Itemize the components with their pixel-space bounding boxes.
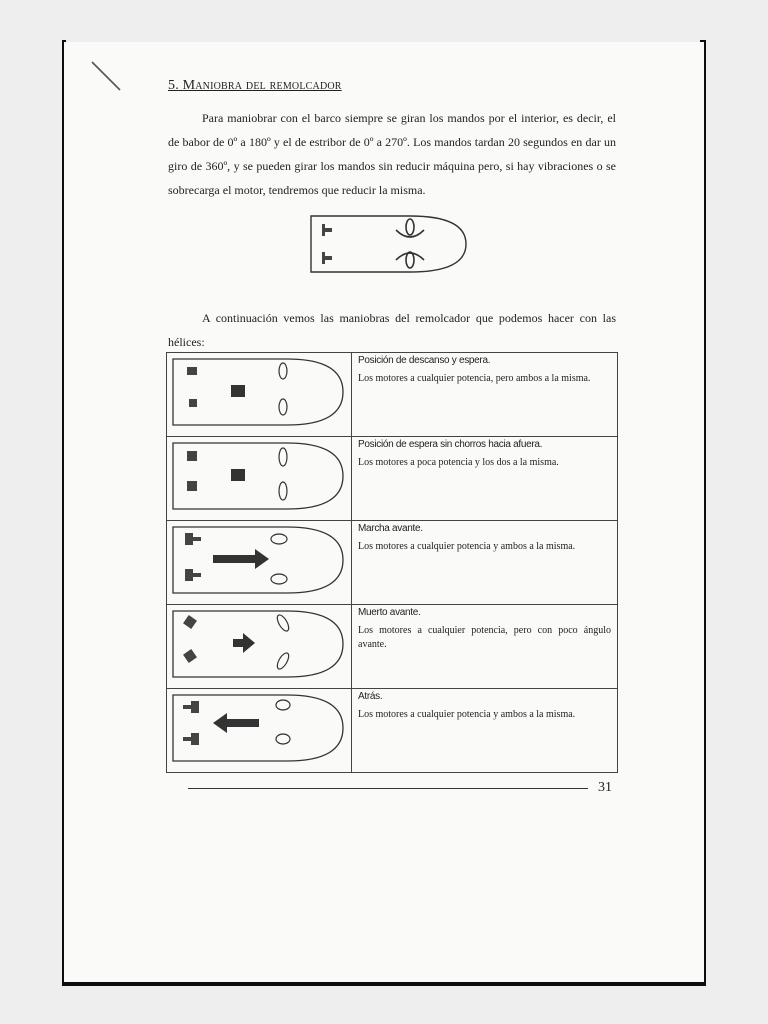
maneuver-text-cell	[352, 353, 618, 437]
maneuver-diagram-cell	[167, 521, 352, 605]
table-row	[167, 689, 618, 773]
maneuvers-table	[166, 352, 618, 773]
table-row	[167, 605, 618, 689]
maneuver-text-cell	[352, 437, 618, 521]
maneuver-title: Muerto avante.	[358, 607, 421, 618]
arrow-left-icon	[213, 713, 259, 733]
maneuver-title: Marcha avante.	[358, 523, 423, 534]
ahead-diagram	[167, 521, 351, 599]
document-page	[64, 42, 704, 982]
maneuver-text-cell	[352, 605, 618, 689]
port-propeller-icon	[322, 224, 332, 236]
waiting-position-diagram	[167, 437, 351, 515]
table-row	[167, 521, 618, 605]
intro-paragraph: Para maniobrar con el barco siempre se giran los mandos por el interior, es decir, el de babor de 0º a 180º y el de estribor de 0º a 270º. Los mandos tardan 20 segundos en dar un giro de 360º, y se pueden girar los mandos sin reducir máquina pero, si hay vibraciones o se sobrecarga el motor, tendremos que reducir la misma.	[168, 111, 616, 197]
maneuver-text-cell	[352, 521, 618, 605]
maneuver-diagram-cell	[167, 353, 352, 437]
table-row	[167, 353, 618, 437]
pen-mark	[90, 60, 124, 94]
rest-position-diagram	[167, 353, 351, 431]
section-heading	[168, 78, 342, 94]
section-number: 5.	[168, 78, 179, 93]
maneuver-diagram-cell	[167, 689, 352, 773]
tug-rotation-diagram	[310, 212, 470, 276]
maneuver-description: Los motores a cualquier potencia, pero con poco ángulo avante.	[358, 625, 611, 650]
footer-rule	[188, 788, 588, 789]
page-number: 31	[598, 780, 612, 795]
maneuver-description: Los motores a cualquier potencia y ambos a la misma.	[358, 709, 576, 720]
maneuver-title: Posición de espera sin chorros hacia afuera.	[358, 439, 543, 450]
table-row	[167, 437, 618, 521]
maneuver-description: Los motores a poca potencia y los dos a la misma.	[358, 457, 559, 468]
maneuvers-intro-paragraph: A continuación vemos las maniobras del remolcador que podemos hacer con las hélices:	[168, 311, 616, 349]
scan-edge-bottom	[62, 982, 706, 986]
astern-diagram	[167, 689, 351, 767]
maneuver-diagram-cell	[167, 605, 352, 689]
slow-ahead-diagram	[167, 605, 351, 683]
rotation-arrow-icon	[396, 219, 424, 268]
arrow-right-icon	[233, 633, 255, 653]
section-title: Maniobra del remolcador	[182, 78, 342, 93]
arrow-right-icon	[213, 549, 269, 569]
maneuver-diagram-cell	[167, 437, 352, 521]
maneuver-text-cell	[352, 689, 618, 773]
maneuver-description: Los motores a cualquier potencia, pero ambos a la misma.	[358, 373, 591, 384]
maneuver-title: Atrás.	[358, 691, 383, 702]
maneuver-title: Posición de descanso y espera.	[358, 355, 491, 366]
maneuver-description: Los motores a cualquier potencia y ambos a la misma.	[358, 541, 576, 552]
starboard-propeller-icon	[322, 252, 332, 264]
